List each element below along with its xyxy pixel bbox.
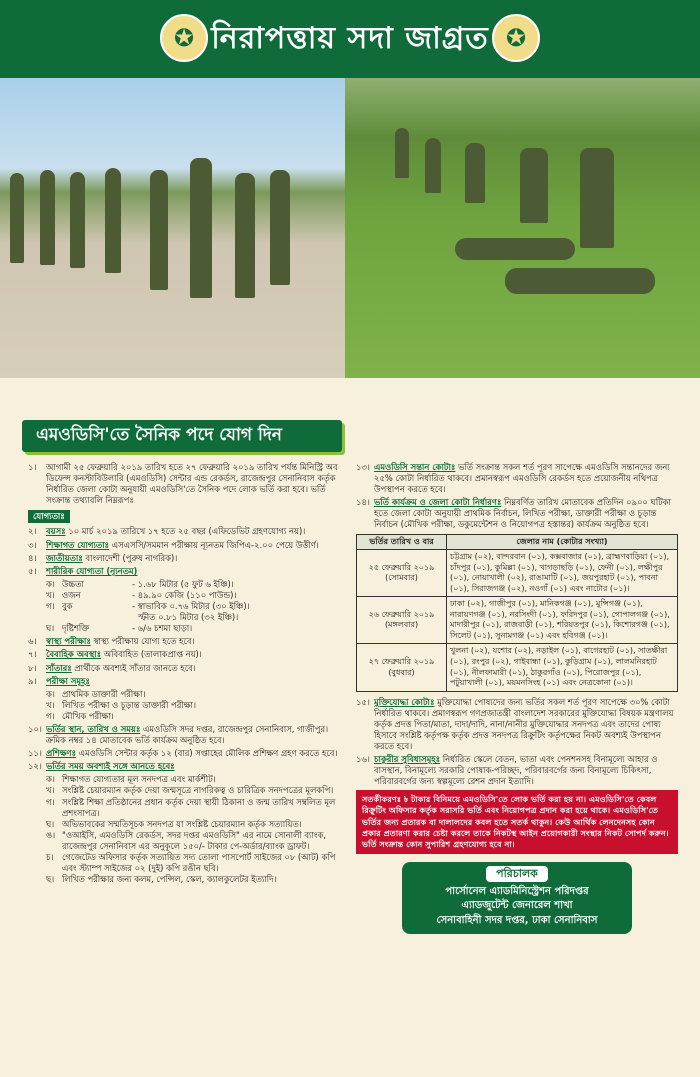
document-row: ছ। লিখিত পরীক্ষার জন্য কলম, পেন্সিল, স্কেল, ক্যালকুলেটর ইত্যাদি।	[46, 874, 277, 885]
exam-row: খ। লিখিত পরীক্ষা ও চূড়ান্ত ডাক্তারী পরীক্ষা।	[46, 699, 196, 710]
training-item: ১১। প্রশিক্ষণঃ এমওডিসি সেন্টার কর্তৃক ১২ (বার) সপ্তাহের মৌলিক প্রশিক্ষণ গ্রহণ করতে হবে।	[28, 748, 338, 759]
venue-item: ১০। ভর্তির স্থান, তারিখ ও সময়ঃ এমওডিসি সদর দপ্তর, রাজেন্দ্রপুর সেনানিবাস, গাজীপুর। ক্রমিক নম্বর ১৪ মোতাবেক ভর্তি কার্যক্রম অনুষ্ঠিত হবে।	[28, 723, 329, 746]
district-quota-table	[356, 534, 678, 692]
warning-box: সতর্কীকরণঃ ৳ টাকার বিনিময়ে এমওডিসি'তে লোক ভর্তি করা হয় না। এমওডিসি'তে কেবল রিক্রুটিং অফিসার কর্তৃক সরাসরি ভর্তি এবং নিয়োগপত্র প্রদান করা হয়ে থাকে। এমওডিসি'তে ভর্তির জন্য প্রতারক বা দালালদের কবল হতে সতর্ক থাকুন। কেউ আর্থিক লেনদেনসহ কোন প্রকার প্রতারণা করার চেষ্টা করলে তাকে নিকটস্থ আইন প্রয়োগকারী সংস্থার নিকট সোপর্দ করুন। ভর্তি সংক্রান্ত কোন সুপারিশ গ্রহণযোগ্য হবে না।	[356, 790, 678, 853]
physical-row: স্ফীত ০.৮১ মিটার (৩২ ইঞ্চি)।	[138, 612, 239, 623]
table-row	[357, 597, 678, 644]
contact-box	[402, 862, 632, 934]
table-row	[357, 644, 678, 691]
age-item: ২। বয়সঃ ১০ মার্চ ২০১৯ তারিখে ১৭ হতে ২৫ বছর (এফিডেভিট গ্রহণযোগ্য নয়)।	[28, 526, 306, 537]
table-cell-date: ২৭ ফেব্রুয়ারি ২০১৯ (বুধবার)	[357, 644, 447, 691]
physical-row: ঘ। দৃষ্টিশক্তি - ৬/৬ চশমা ছাড়া।	[46, 623, 193, 634]
document-row: গ। সংশ্লিষ্ট শিক্ষা প্রতিষ্ঠানের প্রধান কর্তৃক দেয়া স্থায়ী ঠিকানা ও জন্ম তারিখ সম্বলিত মূল প্রশংসাপত্র।	[46, 796, 336, 818]
documents-item: ১২। ভর্তির সময় অবশ্যই সঙ্গে আনতে হবেঃ	[28, 761, 175, 772]
freedom-fighter-quota-item: ১৫। মুক্তিযোদ্ধা কোটাঃ মুক্তিযোদ্ধা পোষ্যদের জন্য ভর্তির সকল শর্ত পূরণ সাপেক্ষে ৩০% কোটা নির্ধারিত থাকবে। প্রমাণস্বরূপ গণপ্রজাতন্ত্রী বাংলাদেশ সরকারের মুক্তিযোদ্ধা বিষয়ক মন্ত্রণালয় কর্তৃক প্রদত্ত পিতা/মাতা, দাদা/দাদি, নানা/নানীর মুক্তিযোদ্ধার সনদপত্র এবং তাদের পোষ্য হিসাবে সংশ্লিষ্ট কর্তৃপক্ষ কর্তৃক প্রদত্ত সনদপত্র রিক্রুটিং কর্তৃপক্ষের নিকট অবশ্যই উপস্থাপন করতে হবে।	[356, 696, 674, 752]
modc-quota-item: ১৩। এমওডিসি সন্তান কোটাঃ ভর্তি সংক্রান্ত সকল শর্ত পূরণ সাপেক্ষে এমওডিসি সন্তানদের জন্য ২৫% কোটা নির্ধারিত থাকবে। প্রমানস্বরূপ এমওডিসি রেকর্ডস হতে প্রয়োজনীয় নথিপত্র উপস্থাপন করতে হবে।	[356, 462, 670, 495]
physical-item: ৫। শারীরিক যোগ্যতা (ন্যূনতম)	[28, 565, 138, 576]
exams-item: ৯। পরীক্ষা সমূহঃ	[28, 675, 90, 686]
table-cell-districts: চট্টগ্রাম (০২), বান্দরবান (০১), কক্সবাজার (০১), ব্রাহ্মণবাড়িয়া (০১), চাঁদপুর (০১), কুমিল্লা (০১), খাগড়াছড়ি (০১), ফেনী (০১), লক্ষীপুর (০১), নোয়াখালী (০২), রাঙামাটি (০১), জয়পুরহাট (০১), পাবনা (০১), সিরাজগঞ্জ (০২), নওগাঁ (০১) এবং নাটোর (০১)।	[447, 550, 678, 597]
training-photo	[345, 78, 700, 378]
physical-row: গ। বুক - স্বাভাবিক ০.৭৬ মিটার (৩০ ইঞ্চি)।	[46, 601, 250, 612]
document-row: চ। গেজেটেড অফিসার কর্তৃক সত্যায়িত সদ্য তোলা পাসপোর্ট সাইজের ০৮ (আট) কপি এবং স্ট্যাম্প সাইজের ০২ (দুই) কপি রঙীন ছবি।	[46, 852, 336, 874]
table-row	[357, 550, 678, 597]
document-row: ঙ। "ওআইসি, এমওডিসি রেকর্ডস, সদর দপ্তর এমওডিসি" এর নামে সোনালী ব্যাংক, রাজেন্দ্রপুর সেনানিবাস এর অনুকূলে ১৫০/- টাকার পে-অর্ডার/ব্যাংক ড্রাফট।	[46, 829, 327, 851]
document-row: ক। শিক্ষাগত যোগ্যতার মূল সনদপত্র এবং মার্কশীট।	[46, 774, 216, 785]
table-cell-districts: খুলনা (০২), যশোর (০২), নড়াইল (০১), বাগেরহাট (০১), সাতক্ষীরা (০১), রংপুর (০২), গাইবান্ধা (০১), কুড়িগ্রাম (০১), লালমনিরহাট (০১), নীলফামারী (০১), ঠাকুরগাঁও (০১), পিরোজপুর (০১), পটুয়াখালী (০১), ময়মনসিংহ (০১) এবং নেত্রকোনা (০১)।	[447, 644, 678, 691]
document-row: ঘ। অভিভাবকের সম্মতিসূচক সনদপত্র যা সংশ্লিষ্ট চেয়ারম্যান কর্তৃক সত্যায়িত।	[46, 818, 302, 829]
health-item: ৬। স্বাস্থ্য পরীক্ষাঃ স্বাস্থ্য পরীক্ষায় যোগ্য হতে হবে।	[28, 636, 195, 647]
table-cell-date: ২৫ ফেব্রুয়ারি ২০১৯ (সোমবার)	[357, 550, 447, 597]
contact-line: এ্যাডজুটেন্ট জেনারেল শাখা	[461, 900, 573, 912]
benefits-item: ১৬। চাকুরীর সুবিধাসমূহঃ নির্ধারিত স্কেলে বেতন, ভাতা এবং পেনশনসহ বিনামূল্যে আহার ও বাসস্থান, বিনামূল্যে সরকারি পোষাক-পরিচ্ছদ, পরিবারবর্গের জন্য বিনামূল্যে চিকিৎসা, পরিবারবর্গের জন্য স্বল্পমূল্যে রেশন প্রদান ইত্যাদি।	[356, 754, 658, 787]
education-item: ৩। শিক্ষাগত যোগ্যতাঃ এসএসসি/সমমান পরীক্ষায় ন্যূনতম জিপিএ-২.০০ পেয়ে উত্তীর্ণ।	[28, 539, 319, 550]
physical-row: ক। উচ্চতা - ১.৬৮ মিটার (৫ ফুট ৬ ইঞ্চি)।	[46, 578, 234, 589]
table-cell-districts: ঢাকা (০২), গাজীপুর (০১), মানিকগঞ্জ (০১), মুন্সিগঞ্জ (০১), নারায়ণগঞ্জ (০১), নরসিংদী (০১), ফরিদপুর (০১), গোপালগঞ্জ (০১), মাদারীপুর (০১), রাজবাড়ী (০১), শরিয়তপুর (০১), কিশোরগঞ্জ (০১), সিলেট (০১), সুনামগঞ্জ (০১) এবং হবিগঞ্জ (০১)।	[447, 597, 678, 644]
contact-heading: পরিচালক	[486, 866, 548, 882]
photo-strip	[0, 78, 700, 378]
army-emblem-icon: ✪	[492, 14, 540, 62]
schedule-item: ১৪। ভর্তি কার্যক্রম ও জেলা কোটা নির্ধারণঃ নিম্নবর্ণিত তারিখ মোতাবেক প্রতিদিন ০৯০০ ঘটিকা হতে জেলা কোটা অনুযায়ী প্রাথমিক নির্বাচন, লিখিত পরীক্ষা, ডাক্তারী পরীক্ষা ও চূড়ান্ত নির্বাচন (মৌখিক পরীক্ষা, ডকুমেন্টেশন ও নিয়োগপত্র হস্তান্তর) কার্যক্রম অনুষ্ঠিত হবে।	[356, 497, 671, 530]
table-header: ভর্তির তারিখ ও বার	[357, 534, 447, 550]
contact-line: সেনাবাহিনী সদর দপ্তর, ঢাকা সেনানিবাস	[436, 914, 598, 926]
left-column	[28, 462, 348, 885]
contact-line: পার্সোনেল এ্যাডমিনিস্ট্রেশন পরিদপ্তর	[445, 885, 589, 897]
marital-item: ৭। বৈবাহিক অবস্থাঃ অবিবাহিত (তালাকপ্রাপ্ত নয়)।	[28, 649, 202, 660]
nationality-item: ৪। জাতীয়তাঃ বাংলাদেশী (পুরুষ নাগরিক)।	[28, 552, 178, 563]
qualification-label: যোগ্যতাঃ	[28, 510, 70, 523]
parade-photo	[0, 78, 345, 378]
banner-title: নিরাপত্তায় সদা জাগ্রত	[211, 20, 489, 56]
header-banner	[0, 0, 700, 78]
exam-row: গ। মৌখিক পরীক্ষা।	[46, 710, 114, 721]
intro-item: ১। আগামী ২৫ ফেব্রুয়ারি ২০১৯ তারিখ হতে ২৭ ফেব্রুয়ারি ২০১৯ তারিখ পর্যন্ত মিনিস্ট্রি অব ডিফেন্স কনস্টাবিউলারি (এমওডিসি) সেন্টার এন্ড রেকর্ডস, রাজেন্দ্রপুর সেনানিবাস কর্তৃক নির্ধারিত জেলা কোটা অনুযায়ী এমওডিসি'তে সৈনিক পদে লোক ভর্তি করা হবে। ভর্তি সংক্রান্ত তথ্যাবলি নিম্নরূপঃ	[28, 462, 338, 506]
page-heading: এমওডিসি'তে সৈনিক পদে যোগ দিন	[22, 420, 342, 452]
physical-row: খ। ওজন - ৪৯.৯০ কেজি (১১০ পাউন্ড)।	[46, 589, 237, 600]
document-row: খ। সংশ্লিষ্ট চেয়ারম্যান কর্তৃক দেয়া জন্মসূত্রে নাগরিকত্ব ও চারিত্রিক সনদপত্রের মূলকপি।	[46, 785, 334, 796]
table-cell-date: ২৬ ফেব্রুয়ারি ২০১৯ (মঙ্গলবার)	[357, 597, 447, 644]
table-header: জেলার নাম (কোটার সংখ্যা)	[447, 534, 678, 550]
right-column	[356, 462, 678, 934]
swimming-item: ৮। সাঁতারঃ প্রার্থীকে অবশ্যই সাঁতার জানতে হবে।	[28, 662, 196, 673]
army-emblem-icon: ✪	[160, 14, 208, 62]
exam-row: ক। প্রাথমিক ডাক্তারী পরীক্ষা।	[46, 688, 146, 699]
